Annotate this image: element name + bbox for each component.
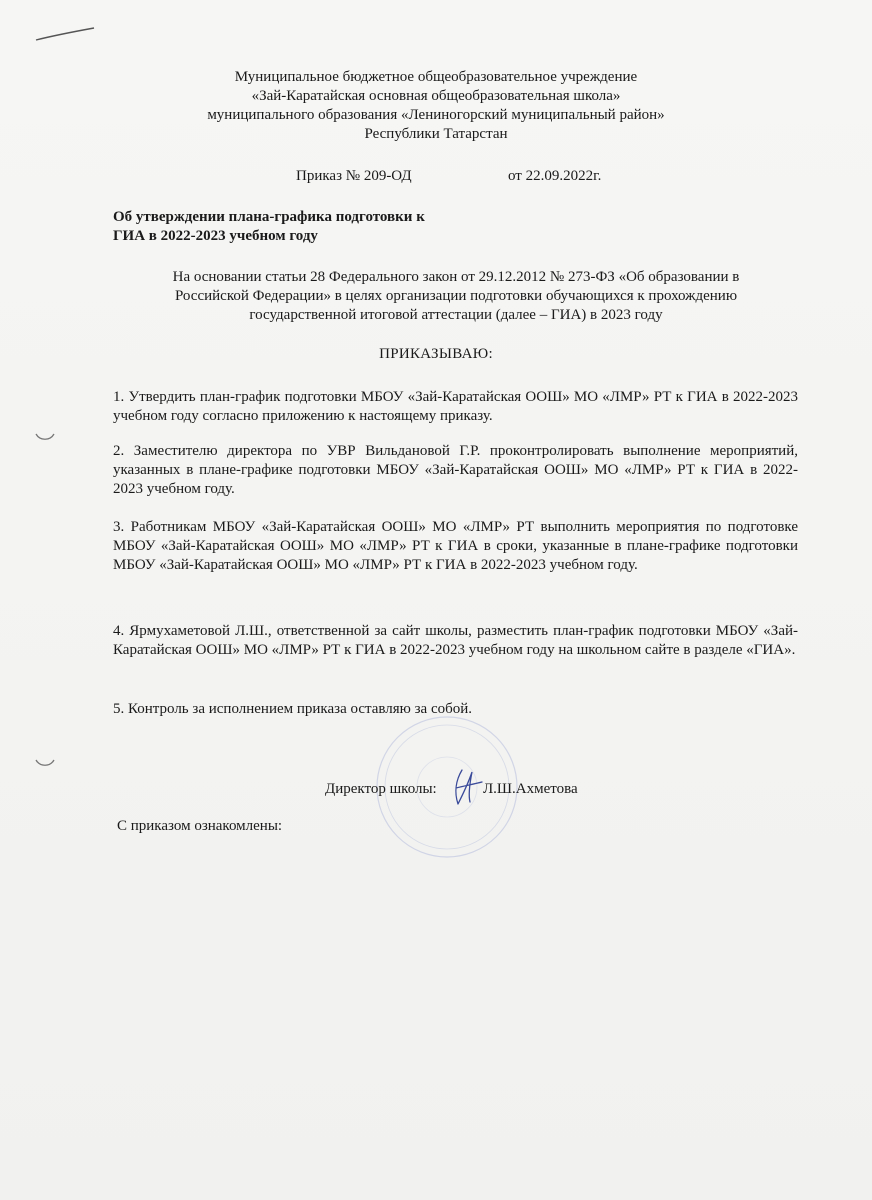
preamble <box>113 268 799 325</box>
institution-header <box>0 68 872 144</box>
order-item-3-text: 3. Работникам МБОУ «Зай-Каратайская ООШ» МО «ЛМР» РТ выполнить мероприятия по подготовке МБОУ «Зай-Каратайская ООШ» МО «ЛМР» РТ к ГИА в сроки, указанные в плане-графике подготовки МБОУ «Зай-Каратайская ООШ» МО «ЛМР» РТ к ГИА в 2022-2023 учебном году. <box>113 519 798 573</box>
pen-mark <box>34 26 96 44</box>
order-item-2 <box>113 442 798 499</box>
subject-line-2: ГИА в 2022-2023 учебном году <box>113 228 318 244</box>
punch-hole-bottom <box>34 758 56 768</box>
acquainted-label: С приказом ознакомлены: <box>117 818 283 834</box>
order-item-2-text: 2. Заместителю директора по УВР Вильдановой Г.Р. проконтролировать выполнение мероприятий, указанных в плане-графике подготовки МБОУ «Зай-Каратайская ООШ» МО «ЛМР» РТ к ГИА в 2022-2023 учебном году. <box>113 443 798 497</box>
order-item-5-text: 5. Контроль за исполнением приказа оставляю за собой. <box>113 701 473 717</box>
signature-name: Л.Ш.Ахметова <box>483 781 578 797</box>
order-item-4 <box>113 622 798 660</box>
order-number: Приказ № 209-ОД <box>296 168 412 184</box>
signature-title: Директор школы: <box>325 781 437 797</box>
order-directive-heading: ПРИКАЗЫВАЮ: <box>379 346 493 362</box>
order-item-4-text: 4. Ярмухаметовой Л.Ш., ответственной за сайт школы, разместить план-график подготовки МБОУ «Зай-Каратайская ООШ» МО «ЛМР» РТ к ГИА в 2022-2023 учебном году на школьном сайте в разделе «ГИА». <box>113 623 798 658</box>
preamble-line-3: государственной итоговой аттестации (далее – ГИА) в 2023 году <box>249 307 663 323</box>
header-line-3: муниципального образования «Лениногорский муниципальный район» <box>207 107 665 123</box>
order-item-3 <box>113 518 798 575</box>
order-subject <box>113 208 425 246</box>
header-line-4: Республики Татарстан <box>364 126 508 142</box>
punch-hole-top <box>34 432 56 442</box>
order-item-1-text: 1. Утвердить план-график подготовки МБОУ «Зай-Каратайская ООШ» МО «ЛМР» РТ к ГИА в 2022-2023 учебном году согласно приложению к настоящему приказу. <box>113 389 798 424</box>
order-item-1 <box>113 388 798 426</box>
header-line-2: «Зай-Каратайская основная общеобразовательная школа» <box>251 88 621 104</box>
director-signature <box>448 766 488 808</box>
header-line-1: Муниципальное бюджетное общеобразовательное учреждение <box>234 69 638 85</box>
subject-line-1: Об утверждении плана-графика подготовки к <box>113 209 425 225</box>
preamble-line-1: На основании статьи 28 Федерального закон от 29.12.2012 № 273-ФЗ «Об образовании в <box>172 269 740 285</box>
order-date: от 22.09.2022г. <box>508 168 602 184</box>
preamble-line-2: Российской Федерации» в целях организации подготовки обучающихся к прохождению <box>174 288 738 304</box>
